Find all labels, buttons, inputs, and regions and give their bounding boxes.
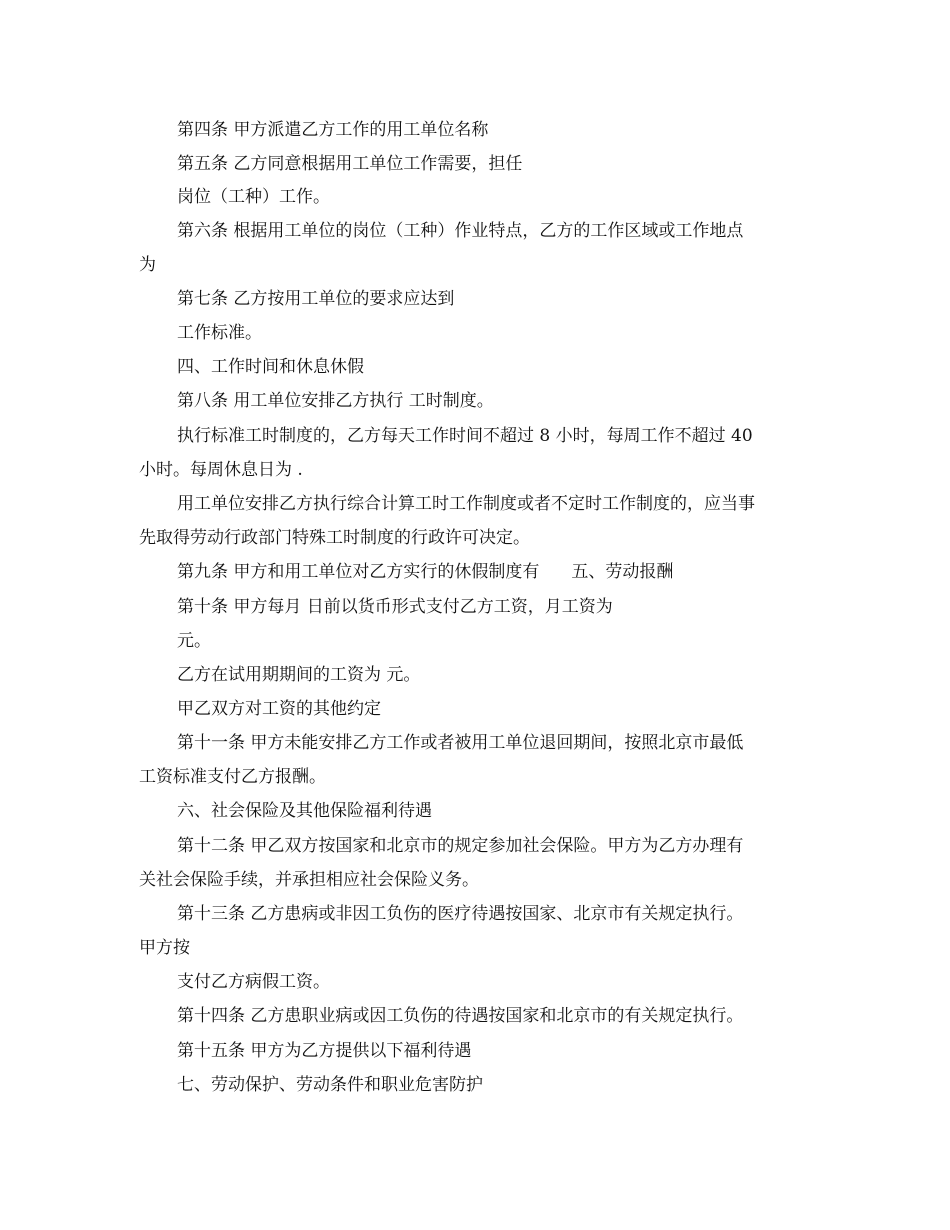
section-7-heading: 七、劳动保护、劳动条件和职业危害防护 xyxy=(177,1075,483,1095)
article-11-line-2: 工资标准支付乙方报酬。 xyxy=(139,767,326,787)
article-11-line-1: 第十一条 甲方未能安排乙方工作或者被用工单位退回期间，按照北京市最低 xyxy=(177,733,744,753)
article-10-line-1: 第十条 甲方每月 日前以货币形式支付乙方工资，月工资为 xyxy=(177,597,613,617)
article-4-line: 第四条 甲方派遣乙方工作的用工单位名称 xyxy=(177,120,489,140)
article-10-line-2: 元。 xyxy=(177,631,211,651)
article-7-line-2: 工作标准。 xyxy=(177,323,262,343)
section-4-heading: 四、工作时间和休息休假 xyxy=(177,357,364,377)
section-5-heading: 五、劳动报酬 xyxy=(571,562,674,582)
special-hours-line-1: 用工单位安排乙方执行综合计算工时工作制度或者不定时工作制度的，应当事 xyxy=(177,494,755,514)
article-12-line-2: 关社会保险手续，并承担相应社会保险义务。 xyxy=(139,870,479,890)
probation-wage-line: 乙方在试用期期间的工资为 元。 xyxy=(177,665,421,685)
article-6-line-1: 第六条 根据用工单位的岗位（工种）作业特点，乙方的工作区域或工作地点 xyxy=(177,221,744,241)
section-6-heading: 六、社会保险及其他保险福利待遇 xyxy=(177,801,432,821)
other-wage-agreement-line: 甲乙双方对工资的其他约定 xyxy=(177,699,381,719)
article-13-line-3: 支付乙方病假工资。 xyxy=(177,972,330,992)
article-6-line-2: 为 xyxy=(139,255,156,275)
article-5-line-2: 岗位（工种）工作。 xyxy=(177,187,330,207)
standard-hours-line-2: 小时。每周休息日为 . xyxy=(139,460,303,480)
article-13-line-1: 第十三条 乙方患病或非因工负伤的医疗待遇按国家、北京市有关规定执行。 xyxy=(177,904,744,924)
article-12-line-1: 第十二条 甲乙双方按国家和北京市的规定参加社会保险。甲方为乙方办理有 xyxy=(177,836,744,856)
article-14-line: 第十四条 乙方患职业病或因工负伤的待遇按国家和北京市的有关规定执行。 xyxy=(177,1006,744,1026)
article-9-text: 第九条 甲方和用工单位对乙方实行的休假制度有 xyxy=(177,562,540,582)
special-hours-line-2: 先取得劳动行政部门特殊工时制度的行政许可决定。 xyxy=(139,528,530,548)
article-15-line: 第十五条 甲方为乙方提供以下福利待遇 xyxy=(177,1041,472,1061)
article-7-line-1: 第七条 乙方按用工单位的要求应达到 xyxy=(177,289,455,309)
article-9-line xyxy=(177,562,673,583)
standard-hours-line-1: 执行标准工时制度的，乙方每天工作时间不超过 8 小时，每周工作不超过 40 xyxy=(177,426,753,446)
article-13-line-2: 甲方按 xyxy=(139,938,190,958)
article-8-line: 第八条 用工单位安排乙方执行 工时制度。 xyxy=(177,391,494,411)
article-5-line-1: 第五条 乙方同意根据用工单位工作需要，担任 xyxy=(177,154,523,174)
